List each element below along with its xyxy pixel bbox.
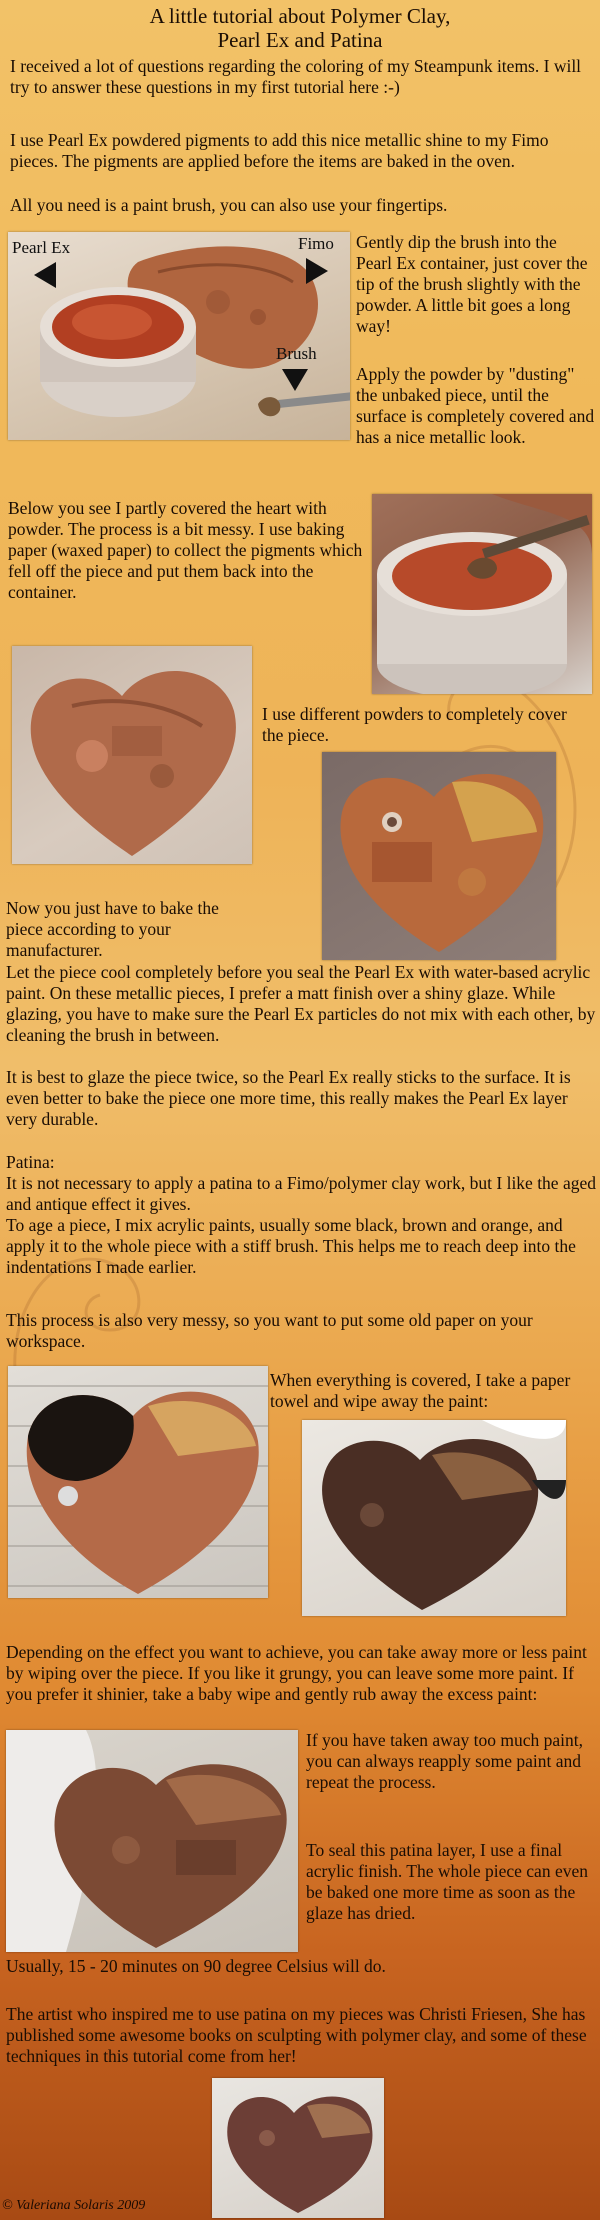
depending-effect-paragraph: Depending on the effect you want to achieve, you can take away more or less paint by wiping over the piece. If you like it grungy, you can leave some more paint. If you prefer it shinier, take a baby wipe and gently rub away the excess paint: [6,1642,587,1704]
heart-baby-wipe-illustration [6,1730,298,1952]
final-heart-illustration [212,2078,384,2218]
artist-credit-paragraph: The artist who inspired me to use patina on my pieces was Christi Friesen, She has published some awesome books on sculpting with polymer clay, and some of these techniques in this tutorial come from her! [6,2004,587,2066]
cool-seal-paragraph: Let the piece cool completely before you seal the Pearl Ex with water-based acrylic paint. On these metallic pieces, I prefer a matt finish over a shiny glaze. While glazing, you have to make sure the Pearl Ex particles do not mix with each other, by cleaning the brush in between. [6,962,596,1045]
photo-heart-baby-wipe [6,1730,298,1952]
heart-wiped-illustration [302,1420,566,1616]
photo-jar-with-brush [372,494,592,694]
label-pearl-ex: Pearl Ex [12,238,71,257]
patina-mix-paragraph: To age a piece, I mix acrylic paints, usually some black, brown and orange, and apply it to the whole piece with a stiff brush. This helps me to reach deep into the indentations I made earlier. [6,1215,576,1277]
pearl-ex-paragraph: I use Pearl Ex powdered pigments to add this nice metallic shine to my Fimo pieces. The pigments are applied before the items are baked in the oven. [10,130,549,171]
heart-black-paint-illustration [8,1366,268,1598]
label-fimo: Fimo [298,234,334,253]
patina-heading: Patina: [6,1152,55,1172]
heart-partly-covered-illustration [12,646,252,864]
photo-heart-fully-covered [322,752,556,960]
messy-process-paragraph: This process is also very messy, so you want to put some old paper on your workspace. [6,1310,533,1351]
heart-fully-covered-illustration [322,752,556,960]
dip-brush-paragraph: Gently dip the brush into the Pearl Ex container, just cover the tip of the brush slightly with the powder. A little bit goes a long way! [356,232,588,336]
photo-heart-partly-covered [12,646,252,864]
photo-pearl-ex-fimo-brush-illustration [8,232,350,440]
wipe-away-paragraph: When everything is covered, I take a paper towel and wipe away the paint: [270,1370,571,1411]
photo-heart-wiped [302,1420,566,1616]
partly-covered-paragraph: Below you see I partly covered the heart with powder. The process is a bit messy. I use baking paper (waxed paper) to collect the pigments which fell off the piece and put them back into the container. [8,498,363,602]
copyright-footer: © Valeriana Solaris 2009 [2,2198,146,2213]
seal-patina-paragraph: To seal this patina layer, I use a final acrylic finish. The whole piece can even be baked one more time as soon as the glaze has dried. [306,1840,588,1923]
title-line-1: A little tutorial about Polymer Clay, [149,4,451,28]
arrow-fimo-icon [306,258,328,284]
photo-jar-with-brush-illustration [372,494,592,694]
glaze-twice-paragraph: It is best to glaze the piece twice, so the Pearl Ex really sticks to the surface. It is even better to bake the piece one more time, this really makes the Pearl Ex layer very durable. [6,1067,571,1129]
label-brush: Brush [276,344,317,363]
arrow-brush-icon [282,369,308,391]
apply-powder-paragraph: Apply the powder by "dusting" the unbaked piece, until the surface is completely covered and has a nice metallic look. [356,364,595,447]
bake-piece-paragraph: Now you just have to bake the piece according to your manufacturer. [6,898,219,960]
photo-final-heart [212,2078,384,2218]
page-title [0,4,600,52]
paint-brush-paragraph: All you need is a paint brush, you can also use your fingertips. [10,195,448,215]
intro-paragraph: I received a lot of questions regarding the coloring of my Steampunk items. I will try to answer these questions in my first tutorial here :-) [10,56,582,97]
title-line-2: Pearl Ex and Patina [217,28,383,52]
different-powders-paragraph: I use different powders to completely cover the piece. [262,704,567,745]
photo-pearl-ex-fimo-brush [8,232,350,440]
patina-intro-paragraph: It is not necessary to apply a patina to a Fimo/polymer clay work, but I like the aged and antique effect it gives. [6,1173,596,1214]
baking-time-paragraph: Usually, 15 - 20 minutes on 90 degree Celsius will do. [6,1956,386,1976]
arrow-pearl-ex-icon [34,262,56,288]
photo-heart-black-paint [8,1366,268,1598]
reapply-paint-paragraph: If you have taken away too much paint, you can always reapply some paint and repeat the process. [306,1730,583,1792]
